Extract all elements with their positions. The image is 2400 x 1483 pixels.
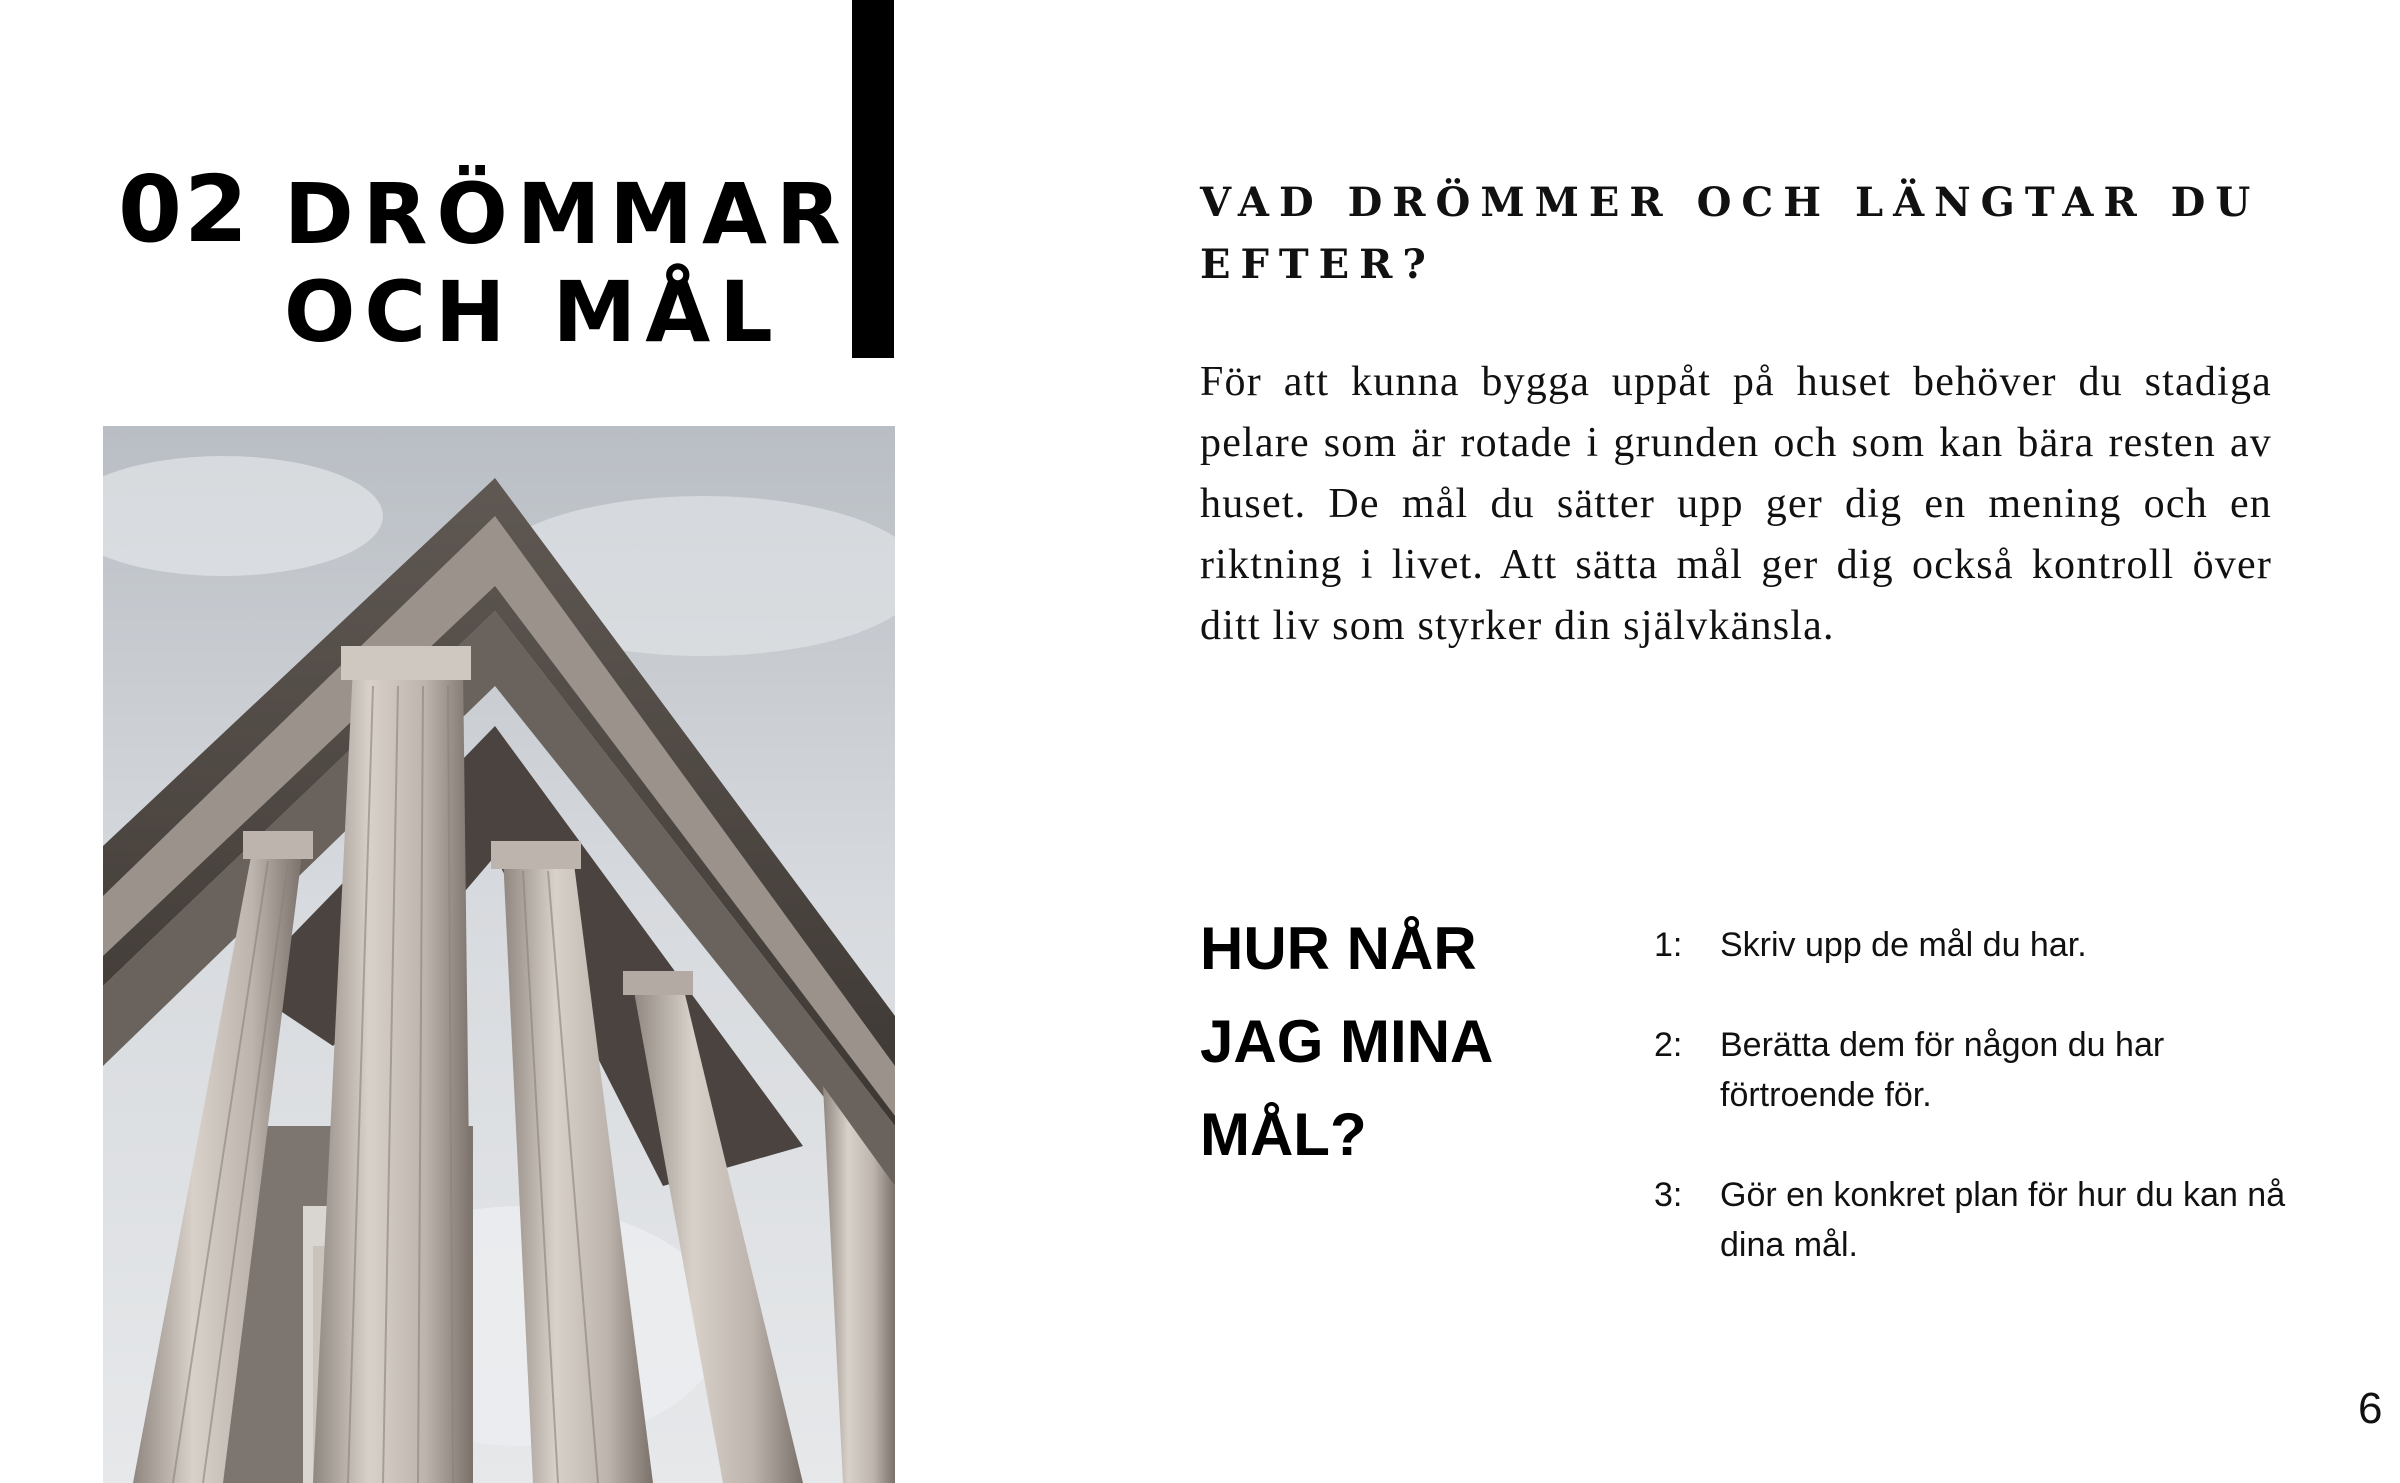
list-item — [1654, 920, 2294, 970]
chapter-title-line-2: OCH MÅL — [284, 263, 782, 361]
chapter-title — [284, 165, 850, 361]
step-text: Berätta dem för någon du har förtroende för. — [1720, 1026, 2165, 1114]
step-number: 2: — [1654, 1026, 1683, 1064]
page-number: 6 — [2358, 1384, 2383, 1433]
step-number: 3: — [1654, 1176, 1683, 1214]
accent-bar — [852, 0, 894, 358]
step-text: Skriv upp de mål du har. — [1720, 926, 2087, 964]
body-paragraph: För att kunna bygga uppåt på huset behöver du stadiga pelare som är rotade i grunden och som kan bära resten av huset. De mål du sätter upp ger dig en mening och en riktning i livet. Att sätta mål ger dig också kontroll över ditt liv som styrker din självkänsla. — [1200, 359, 2272, 649]
chapter-title-line-1: DRÖMMAR — [284, 165, 850, 263]
chapter-number: 02 — [118, 156, 251, 263]
question-heading: VAD DRÖMMER OCH LÄNGTAR DU EFTER? — [1200, 179, 2261, 288]
step-number: 1: — [1654, 926, 1683, 964]
how-heading: HUR NÅR JAG MINA MÅL? — [1200, 915, 1492, 1168]
temple-columns-illustration — [103, 426, 895, 1483]
temple-columns-photo — [103, 426, 895, 1483]
list-item — [1654, 1020, 2294, 1120]
step-text: Gör en konkret plan för hur du kan nå dina mål. — [1720, 1176, 2286, 1264]
list-item — [1654, 1170, 2294, 1270]
steps-list — [1654, 920, 2294, 1320]
